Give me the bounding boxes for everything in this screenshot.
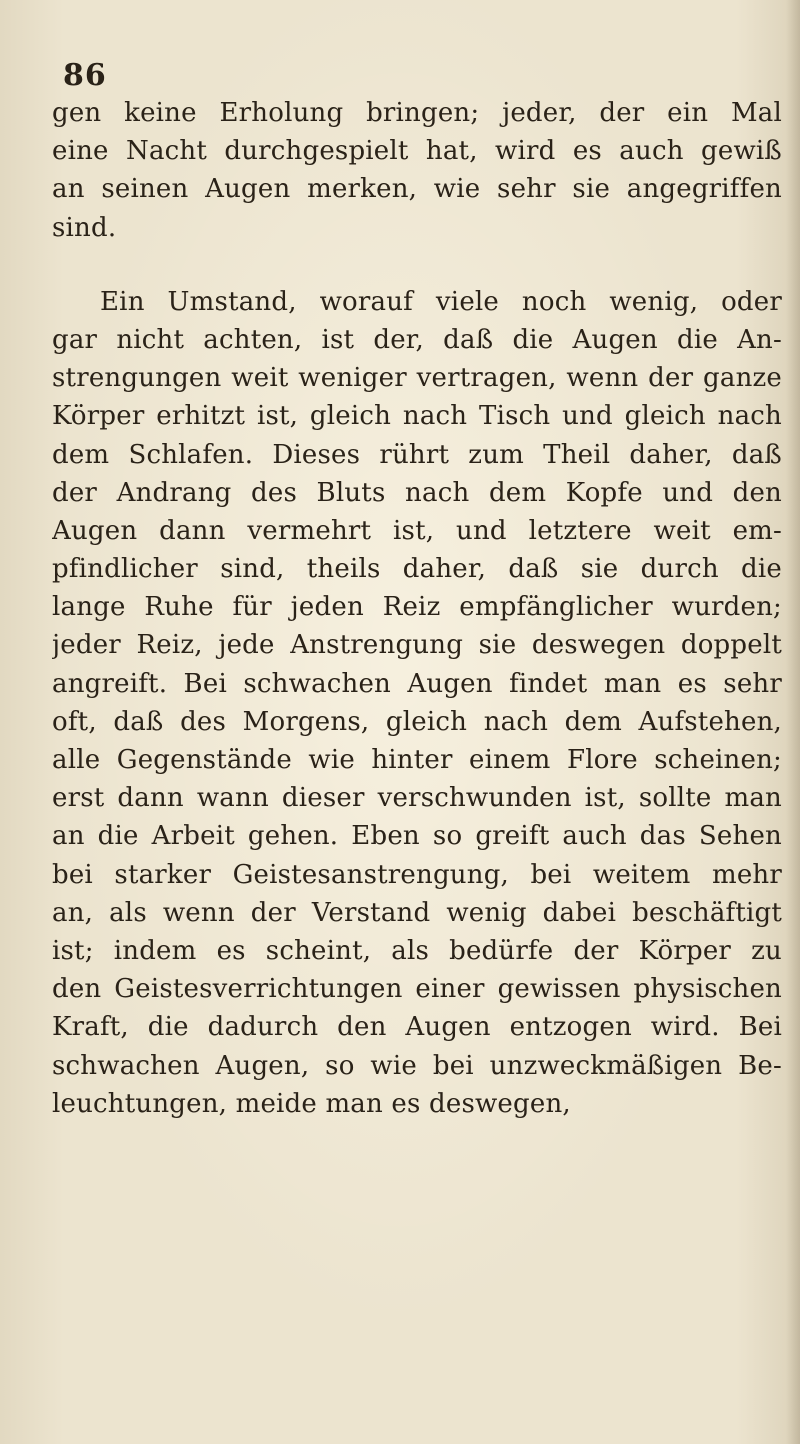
text-line: eine Nacht durchgespielt hat, wird es auch gewiß xyxy=(52,136,782,167)
text-line: Körper erhitzt ist, gleich nach Tisch und gleich nach xyxy=(52,401,782,432)
text-line: oft, daß des Morgens, gleich nach dem Aufstehen, xyxy=(52,706,782,737)
text-line: dem Schlafen. Dieses rührt zum Theil daher, daß xyxy=(52,439,782,470)
body-text xyxy=(52,94,782,1123)
text-line: strengungen weit weniger vertragen, wenn der ganze xyxy=(52,363,782,394)
text-line: der Andrang des Bluts nach dem Kopfe und den xyxy=(52,477,782,508)
text-line: alle Gegenstände wie hinter einem Flore scheinen; xyxy=(52,745,782,775)
text-line: gen keine Erholung bringen; jeder, der ein Mal xyxy=(52,98,782,128)
text-line: lange Ruhe für jeden Reiz empfänglicher wurden; xyxy=(52,592,782,623)
text-line: Kraft, die dadurch den Augen entzogen wird. Bei xyxy=(52,1012,782,1043)
text-line: sind. xyxy=(52,212,117,243)
text-line: ist; indem es scheint, als bedürfe der Körper zu xyxy=(52,935,782,966)
text-line: an die Arbeit gehen. Eben so greift auch das Sehen xyxy=(52,821,782,852)
text-line: schwachen Augen, so wie bei unzweckmäßigen Be- xyxy=(52,1050,782,1081)
text-line: pfindlicher sind, theils daher, daß sie durch die xyxy=(52,554,782,585)
text-line: leuchtungen, meide man es deswegen, xyxy=(52,1088,571,1119)
text-line: erst dann wann dieser verschwunden ist, sollte man xyxy=(52,783,782,814)
text-line: den Geistesverrichtungen einer gewissen physischen xyxy=(52,974,782,1005)
text-line: an, als wenn der Verstand wenig dabei beschäftigt xyxy=(52,897,782,928)
text-line: Ein Umstand, worauf viele noch wenig, oder xyxy=(100,286,782,317)
text-line: jeder Reiz, jede Anstrengung sie deswegen doppelt xyxy=(52,630,782,661)
page-edge-shadow xyxy=(786,0,800,1444)
text-line: bei starker Geistesanstrengung, bei weitem mehr xyxy=(52,859,782,890)
text-line: gar nicht achten, ist der, daß die Augen die An- xyxy=(52,324,782,355)
text-line: Augen dann vermehrt ist, und letztere weit em- xyxy=(52,515,782,546)
paragraph-gap xyxy=(52,247,782,283)
text-line: angreift. Bei schwachen Augen findet man es sehr xyxy=(52,668,782,699)
text-line: an seinen Augen merken, wie sehr sie angegriffen xyxy=(52,174,782,205)
page-number: 86 xyxy=(63,58,107,93)
